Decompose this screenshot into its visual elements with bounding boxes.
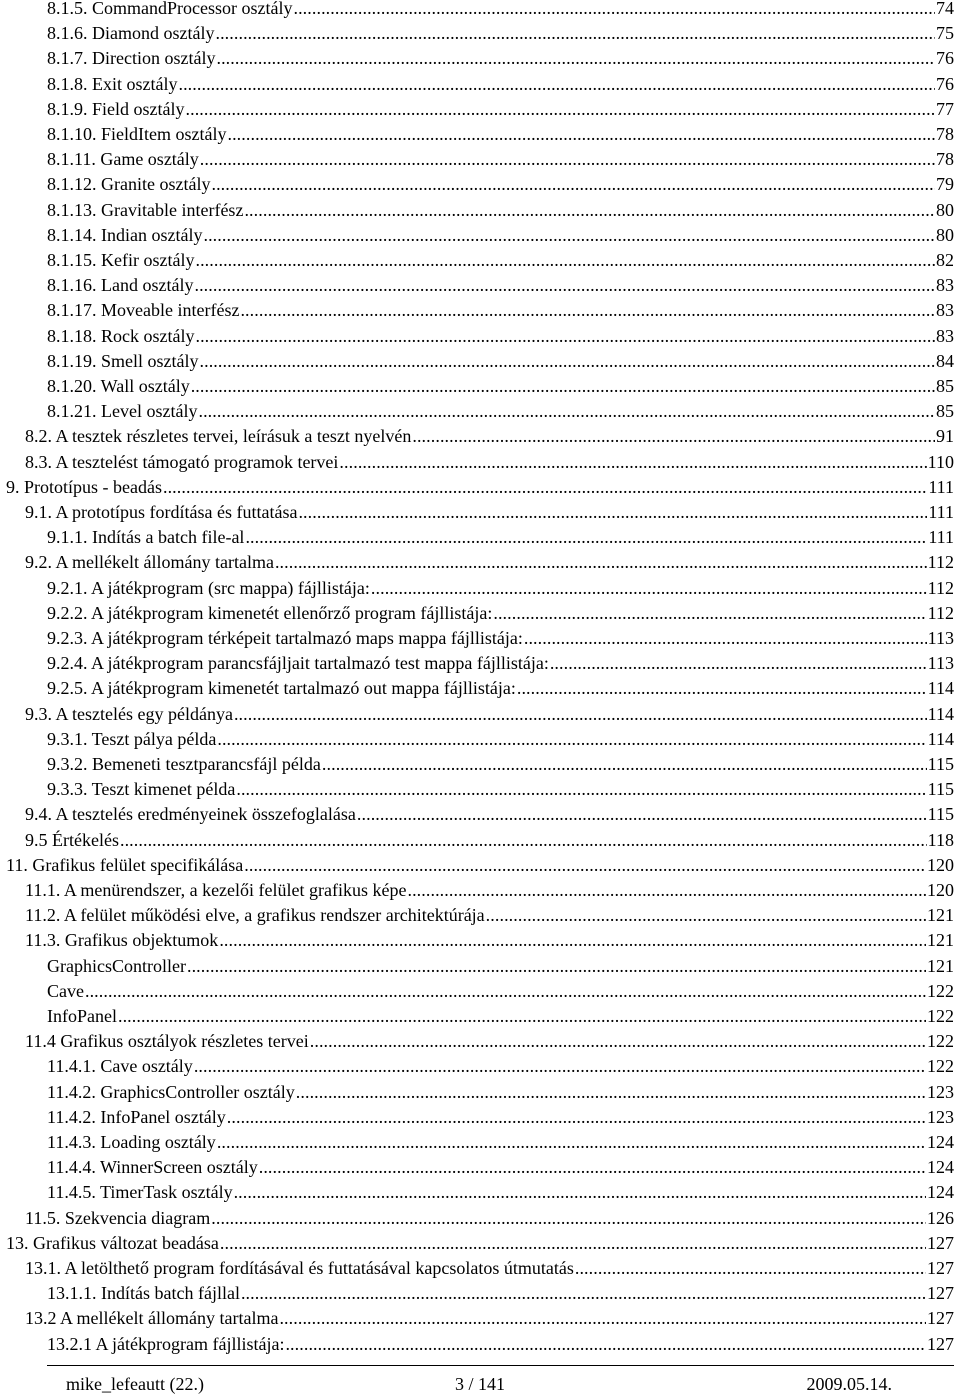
toc-entry-title: 9.2.3. A játékprogram térképeit tartalmazó maps mappa fájllistája: [47,628,523,648]
toc-entry[interactable] [25,802,954,827]
toc-entry[interactable] [47,752,954,777]
toc-entry[interactable] [47,777,954,802]
toc-entry-page: 122 [927,1006,954,1026]
toc-entry-page: 80 [936,224,954,245]
toc-entry-title: 8.1.15. Kefir osztály [47,250,195,270]
toc-dot-leader [85,979,926,1004]
toc-entry[interactable] [47,223,954,248]
toc-entry[interactable] [47,1332,954,1357]
toc-entry-page: 122 [927,1031,954,1052]
footer-author: mike_lefeautt (22.) [66,1374,204,1394]
toc-entry[interactable] [47,21,954,46]
toc-entry[interactable] [47,97,954,122]
toc-entry[interactable] [47,273,954,298]
toc-entry[interactable] [47,72,954,97]
toc-entry-title: 8.1.14. Indian osztály [47,224,203,245]
toc-dot-leader [296,1080,926,1105]
toc-entry-page: 76 [936,73,954,94]
toc-dot-leader [211,172,935,197]
toc-dot-leader [234,702,927,727]
toc-dot-leader [275,550,927,575]
toc-dot-leader [407,878,926,903]
toc-dot-leader [217,727,926,752]
toc-entry[interactable] [47,1105,954,1130]
toc-entry-page: 76 [936,48,954,69]
toc-entry[interactable] [25,500,954,525]
toc-entry-title: 8.1.7. Direction osztály [47,48,216,69]
toc-dot-leader [550,651,927,676]
toc-entry-page: 120 [927,854,954,875]
toc-entry-page: 120 [927,880,954,900]
toc-entry[interactable] [47,147,954,172]
toc-entry[interactable] [6,1231,954,1256]
toc-entry-page: 127 [927,1232,954,1253]
toc-entry-title: 9.1. A prototípus fordítása és futtatása [25,502,298,522]
toc-entry-page: 124 [927,1132,954,1152]
toc-entry-title: 11.4.2. InfoPanel osztály [47,1106,226,1127]
toc-entry-title: 8.1.16. Land osztály [47,275,194,296]
toc-entry-title: 9.2. A mellékelt állomány tartalma [25,552,274,573]
toc-entry-title: 8.1.18. Rock osztály [47,325,195,346]
toc-entry[interactable] [47,122,954,147]
toc-entry-title: 8.1.9. Field osztály [47,98,185,119]
toc-entry-page: 121 [927,955,954,976]
toc-entry-page: 123 [927,1081,954,1102]
toc-entry-title: 9.5 Értékelés [25,829,119,850]
toc-entry-title: 8.2. A tesztek részletes tervei, leírásuk a teszt nyelvén [25,426,412,447]
toc-entry-title: 8.1.5. CommandProcessor osztály [47,0,293,18]
toc-dot-leader [198,399,935,424]
footer-date: 2009.05.14. [806,1374,892,1394]
toc-entry-page: 127 [927,1333,954,1354]
toc-entry[interactable] [6,853,954,878]
toc-entry[interactable] [47,1281,954,1306]
toc-dot-leader [486,903,926,928]
toc-entry-title: 8.1.21. Level osztály [47,401,198,422]
toc-dot-leader [357,802,927,827]
toc-dot-leader [200,147,935,172]
toc-entry-page: 122 [927,1056,954,1077]
toc-entry-page: 114 [927,703,954,724]
toc-entry-page: 127 [927,1283,954,1304]
toc-entry-title: 13. Grafikus változat beadása [6,1232,219,1253]
toc-dot-leader [186,97,936,122]
toc-dot-leader [163,475,927,500]
toc-entry-page: 78 [936,149,954,170]
toc-dot-leader [200,349,936,374]
toc-dot-leader [412,424,935,449]
toc-dot-leader [279,1306,926,1331]
toc-dot-leader [227,122,935,147]
toc-entry-title: 11.4.1. Cave osztály [47,1056,193,1077]
toc-entry[interactable] [47,525,954,550]
toc-entry-page: 83 [936,300,954,321]
toc-entry[interactable] [47,374,954,399]
toc-entry[interactable] [25,903,954,928]
toc-entry-title: 8.1.17. Moveable interfész [47,300,240,321]
toc-entry[interactable] [25,928,954,953]
toc-dot-leader [241,1281,926,1306]
footer-rule [47,1365,954,1366]
toc-entry-title: 8.1.20. Wall osztály [47,376,190,396]
toc-entry-title: 8.1.10. FieldItem osztály [47,124,227,144]
toc-entry[interactable] [47,1130,954,1155]
toc-dot-leader [371,576,927,601]
toc-entry-page: 80 [936,199,954,220]
toc-entry-page: 75 [936,23,954,44]
toc-dot-leader [227,1105,926,1130]
toc-dot-leader [194,1054,926,1079]
toc-entry[interactable] [25,424,954,449]
toc-entry-title: 9.2.2. A játékprogram kimenetét ellenőrző program fájllistája: [47,602,493,623]
toc-entry-title: 9.3.1. Teszt pálya példa [47,728,217,749]
toc-entry-page: 124 [927,1157,954,1178]
toc-entry-page: 77 [936,98,954,119]
toc-entry[interactable] [47,324,954,349]
toc-entry-title: 9.2.5. A játékprogram kimenetét tartalmazó out mappa fájllistája: [47,678,516,699]
toc-entry-page: 82 [936,250,954,270]
toc-entry[interactable] [25,450,954,475]
toc-entry-title: 13.1. A letölthető program fordításával és futtatásával kapcsolatos útmutatás [25,1258,574,1278]
toc-dot-leader [524,626,927,651]
toc-entry-title: 11.4 Grafikus osztályok részletes tervei [25,1031,309,1052]
toc-entry-title: 11.5. Szekvencia diagram [25,1207,211,1228]
toc-dot-leader [234,1180,926,1205]
toc-dot-leader [322,752,927,777]
toc-entry[interactable] [6,475,954,500]
toc-dot-leader [178,72,935,97]
toc-entry-title: 11.4.3. Loading osztály [47,1132,216,1152]
toc-dot-leader [259,1155,926,1180]
toc-dot-leader [517,676,927,701]
toc-entry-title: InfoPanel [47,1006,117,1026]
toc-entry-page: 126 [927,1207,954,1228]
toc-entry[interactable] [47,1004,954,1029]
toc-dot-leader [217,1130,926,1155]
toc-entry-page: 113 [927,653,954,674]
toc-dot-leader [245,525,927,550]
toc-entry[interactable] [47,1180,954,1205]
toc-entry-title: Cave [47,980,84,1001]
toc-entry-page: 110 [927,451,954,472]
toc-entry-page: 115 [927,804,954,825]
toc-entry[interactable] [47,172,954,197]
toc-entry[interactable] [25,702,954,727]
toc-entry-page: 83 [936,325,954,346]
toc-entry[interactable] [47,651,954,676]
toc-entry[interactable] [47,626,954,651]
toc-entry-page: 115 [927,779,954,800]
toc-entry-page: 114 [927,728,954,749]
toc-entry[interactable] [47,1155,954,1180]
toc-entry[interactable] [47,399,954,424]
toc-dot-leader [293,0,935,21]
toc-dot-leader [339,450,926,475]
toc-entry-page: 127 [927,1258,954,1278]
toc-entry-title: 8.1.12. Granite osztály [47,174,211,195]
toc-entry[interactable] [47,298,954,323]
toc-entry[interactable] [25,1029,954,1054]
toc-entry-title: 11.4.2. GraphicsController osztály [47,1081,295,1102]
toc-entry[interactable] [25,550,954,575]
toc-entry-page: 84 [936,350,954,371]
toc-dot-leader [240,298,935,323]
toc-entry-title: 11. Grafikus felület specifikálása [6,854,244,875]
toc-entry-title: 8.1.13. Gravitable interfész [47,199,244,220]
toc-entry[interactable] [25,828,954,853]
toc-entry-title: 13.1.1. Indítás batch fájllal [47,1283,240,1304]
toc-entry-page: 123 [927,1106,954,1127]
toc-entry[interactable] [47,576,954,601]
toc-entry-page: 121 [927,930,954,951]
toc-dot-leader [187,954,926,979]
toc-entry-title: 11.1. A menürendszer, a kezelői felület grafikus képe [25,880,407,900]
toc-entry[interactable] [47,727,954,752]
toc-entry[interactable] [47,198,954,223]
toc-entry-title: 8.1.6. Diamond osztály [47,23,215,44]
toc-entry-title: 9.3. A tesztelés egy példánya [25,703,233,724]
toc-entry-title: 11.3. Grafikus objektumok [25,930,219,951]
toc-entry-title: 13.2 A mellékelt állomány tartalma [25,1308,279,1329]
toc-entry-page: 85 [936,401,954,422]
toc-entry[interactable] [25,1206,954,1231]
toc-dot-leader [219,928,926,953]
toc-entry-page: 124 [927,1182,954,1203]
toc-entry-title: GraphicsController [47,955,186,976]
toc-entry[interactable] [25,1256,954,1281]
toc-entry-title: 9.3.2. Bemeneti tesztparancsfájl példa [47,754,321,774]
toc-dot-leader [216,46,935,71]
toc-entry[interactable] [47,349,954,374]
toc-entry-page: 112 [927,552,954,573]
toc-entry-title: 9.3.3. Teszt kimenet példa [47,779,236,800]
toc-entry-page: 114 [927,678,954,699]
toc-dot-leader [298,500,927,525]
toc-entry-title: 9.4. A tesztelés eredményeinek összefoglalása [25,804,356,825]
toc-dot-leader [236,777,926,802]
footer-page-number: 3 / 141 [454,1374,505,1394]
toc-dot-leader [120,828,927,853]
toc-entry[interactable] [47,1054,954,1079]
toc-entry-title: 8.1.11. Game osztály [47,149,199,170]
toc-entry-title: 9.2.4. A játékprogram parancsfájljait tartalmazó test mappa fájllistája: [47,653,549,674]
toc-dot-leader [191,374,935,399]
toc-entry-page: 111 [928,502,954,522]
toc-entry[interactable] [47,0,954,21]
toc-entry-title: 8.1.8. Exit osztály [47,73,178,94]
toc-dot-leader [194,273,935,298]
toc-entry-title: 11.4.5. TimerTask osztály [47,1182,233,1203]
toc-entry-page: 83 [936,275,954,296]
toc-entry-page: 111 [928,527,954,548]
toc-entry-page: 111 [928,476,954,497]
toc-dot-leader [203,223,935,248]
toc-dot-leader [220,1231,926,1256]
toc-entry-page: 118 [927,829,954,850]
toc-entry-title: 8.3. A tesztelést támogató programok tervei [25,451,339,472]
toc-dot-leader [118,1004,926,1029]
toc-entry[interactable] [25,1306,954,1331]
toc-dot-leader [575,1256,926,1281]
toc-entry-title: 13.2.1 A játékprogram fájllistája: [47,1333,285,1354]
toc-entry[interactable] [47,954,954,979]
toc-entry-page: 91 [936,426,954,447]
toc-entry-title: 9.1.1. Indítás a batch file-al [47,527,245,548]
toc-dot-leader [310,1029,926,1054]
toc-entry[interactable] [47,676,954,701]
toc-entry-title: 8.1.19. Smell osztály [47,350,199,371]
toc-entry-page: 112 [927,602,954,623]
toc-dot-leader [244,853,926,878]
toc-dot-leader [211,1206,926,1231]
toc-entry[interactable] [47,46,954,71]
toc-entry-page: 122 [927,980,954,1001]
toc-entry-page: 127 [927,1308,954,1329]
toc-entry[interactable] [47,248,954,273]
toc-entry[interactable] [47,1080,954,1105]
toc-entry-title: 9.2.1. A játékprogram (src mappa) fájllistája: [47,577,370,598]
toc-entry-title: 11.4.4. WinnerScreen osztály [47,1157,258,1178]
page-footer [0,1365,960,1397]
toc-dot-leader [244,198,935,223]
toc-entry-title: 11.2. A felület működési elve, a grafikus rendszer architektúrája [25,905,485,926]
toc-dot-leader [493,601,926,626]
toc-entry-page: 85 [936,376,954,396]
toc-entry-page: 121 [927,905,954,926]
toc-dot-leader [285,1332,926,1357]
toc-entry[interactable] [47,979,954,1004]
toc-entry-title: 9. Prototípus - beadás [6,476,162,497]
toc-dot-leader [195,324,935,349]
toc-entry-page: 79 [936,174,954,195]
toc-dot-leader [195,248,935,273]
toc-dot-leader [215,21,935,46]
toc-entry[interactable] [25,878,954,903]
toc-entry-page: 112 [927,577,954,598]
toc-entry-page: 113 [927,628,954,648]
toc-entry[interactable] [47,601,954,626]
toc-entry-page: 74 [936,0,954,18]
toc-entry-page: 78 [936,124,954,144]
toc-entry-page: 115 [927,754,954,774]
